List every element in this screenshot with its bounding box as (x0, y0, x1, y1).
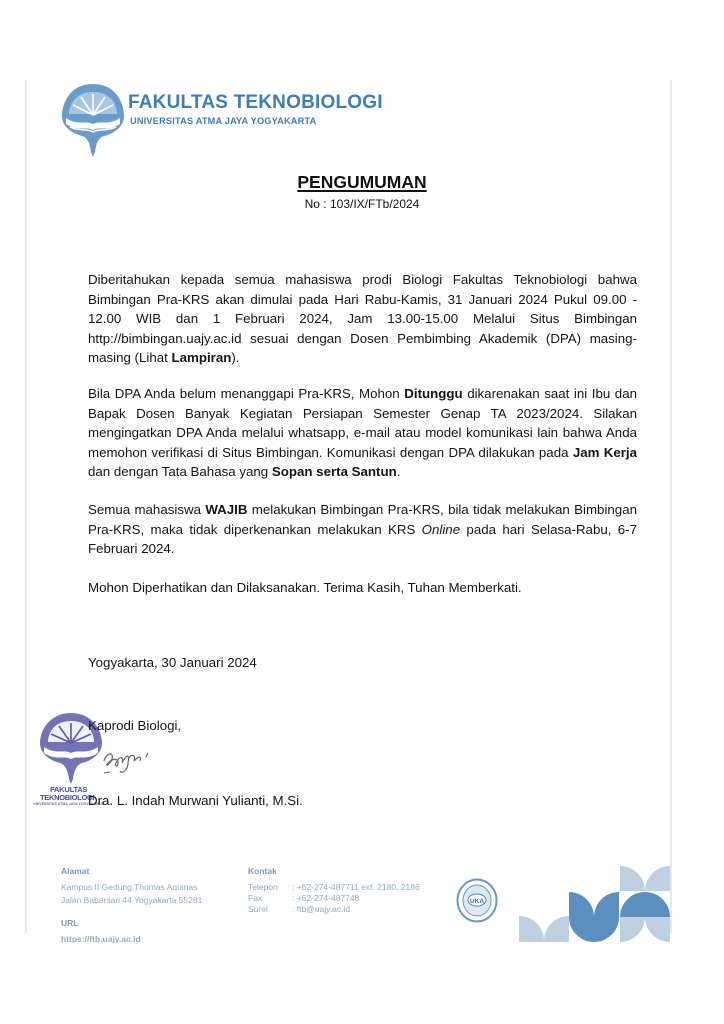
paragraph-text: ). (231, 350, 240, 366)
footer-url-label: URL (61, 918, 79, 928)
footer-contact-phone (248, 882, 420, 893)
handwritten-signature (98, 745, 168, 780)
contact-key: Telepon (248, 882, 278, 892)
seal-text: UKA (469, 898, 485, 905)
paragraph-schedule (88, 270, 637, 368)
footer-address-label: Alamat (61, 866, 90, 876)
footer-contact-fax (248, 893, 359, 904)
stamp-text: UNIVERSITAS ATMA JAYA YOGYAKARTA (33, 802, 104, 806)
footer-contact-email (248, 904, 350, 915)
italic-online: Online (421, 521, 461, 537)
paragraph-text: melakukan Bimbingan Pra-KRS, bila tidak melakukan Bimbingan Pra-KRS, maka tidak diperkenankan melakukan KRS (88, 502, 637, 537)
paragraph-text: Diberitahukan kepada semua mahasiswa prodi Biologi Fakultas Teknobiologi bahwa Bimbingan Pra-KRS akan dimulai pada Hari Rabu-Kamis, 31 Januari 2024 Pukul 09.00 - 12.00 WIB dan 1 Februari 2024, Jam 13.00-15.00 Melalui Situs Bimbingan http://bimbingan.uajy.ac.id sesuai dengan Dosen Pembimbing Akademik (DPA) masing-masing (Lihat (88, 272, 637, 366)
paragraph-text: . (396, 464, 401, 480)
contact-value: : +62-274-487711 ext. 2180, 2186 (292, 882, 420, 892)
footer-address-line: Kampus II Gedung Thomas Aquinas (61, 882, 198, 892)
faculty-name: FAKULTAS TEKNOBIOLOGI (128, 92, 383, 113)
paragraph-text: dan dengan Tata Bahasa yang (88, 464, 272, 480)
announcement-title: PENGUMUMAN (297, 172, 427, 192)
paragraph-text: Semua mahasiswa (88, 502, 206, 517)
contact-key: Fax (248, 893, 263, 903)
accreditation-seal-icon (456, 878, 498, 923)
signer-position: Kaprodi Biologi, (88, 718, 182, 733)
decorative-shapes (519, 866, 671, 942)
paragraph-text: dikarenakan saat ini Ibu dan Bapak Dosen Banyak Kegiatan Persiapan Semester Genap TA 2023/2024. Silakan mengingatkan DPA Anda melalui whatsapp, e-mail atau model komunikasi lain bahwa Anda memohon verifikasi di Situs Bimbingan. Komunikasi dengan DPA dilakukan pada (88, 386, 637, 460)
footer-address-line: Jalan Babarsari 44 Yogyakarta 55281 (61, 895, 203, 905)
paragraph-text: Bila DPA Anda belum menanggapi Pra-KRS, Mohon (88, 386, 405, 401)
uajy-shield-logo-icon (60, 82, 126, 158)
contact-value[interactable]: : ftb@uajy.ac.id (292, 904, 351, 914)
announcement-number: No : 103/IX/FTb/2024 (304, 197, 420, 211)
footer-contact-label: Kontak (248, 866, 277, 876)
bold-wajib: WAJIB (205, 502, 248, 517)
bold-lampiran: Lampiran (171, 350, 232, 366)
contact-key: Surel (248, 904, 268, 914)
bold-ditunggu: Ditunggu (404, 386, 463, 401)
paragraph-dpa (88, 384, 637, 482)
stamp-text: TEKNOBIOLOGI (40, 793, 95, 802)
university-name: UNIVERSITAS ATMA JAYA YOGYAKARTA (130, 116, 317, 126)
bold-jam-kerja: Jam Kerja (572, 444, 637, 460)
paragraph-closing: Mohon Diperhatikan dan Dilaksanakan. Terima Kasih, Tuhan Memberkati. (88, 580, 522, 595)
paragraph-text: pada hari Selasa-Rabu, 6-7 Februari 2024. (88, 521, 637, 557)
bold-sopan-santun: Sopan serta Santun (271, 464, 397, 480)
paragraph-wajib (88, 500, 637, 559)
stamp-text: FAKULTAS (50, 785, 88, 794)
place-date: Yogyakarta, 30 Januari 2024 (88, 655, 257, 670)
contact-value: : +62-274-487748 (292, 893, 360, 903)
signer-name: Dra. L. Indah Murwani Yulianti, M.Si. (88, 793, 303, 808)
footer-url-link[interactable]: https://ftb.uajy.ac.id (61, 934, 141, 943)
